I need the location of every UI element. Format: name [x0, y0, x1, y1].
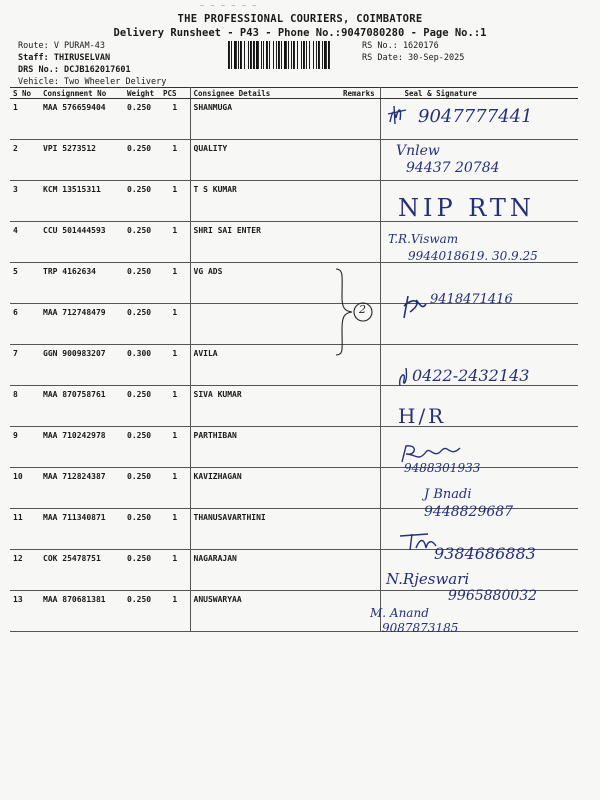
row-pcs: 1	[160, 181, 190, 222]
row-consignee	[190, 304, 340, 345]
row-remarks	[340, 550, 380, 591]
rs-number: RS No.: 1620176	[362, 41, 439, 51]
row-consignment-no: VPI 5273512	[40, 140, 124, 181]
row-weight: 0.250	[124, 591, 160, 632]
table-row	[10, 222, 578, 263]
col-remarks: Remarks	[340, 88, 380, 99]
row-remarks	[340, 99, 380, 140]
col-weight: Weight	[124, 88, 160, 99]
row-seal-signature	[380, 550, 578, 591]
row-seal-signature	[380, 427, 578, 468]
row-consignee: PARTHIBAN	[190, 427, 340, 468]
signature-10-name: J Bnadi	[424, 487, 472, 502]
table-row	[10, 140, 578, 181]
signature-2-phone: 94437 20784	[406, 160, 500, 176]
row-sno: 10	[10, 468, 40, 509]
row-pcs: 1	[160, 468, 190, 509]
row-weight: 0.250	[124, 304, 160, 345]
runsheet-subtitle: Delivery Runsheet - P43 - Phone No.:9047080280 - Page No.:1	[113, 27, 487, 39]
row-consignment-no: GGN 900983207	[40, 345, 124, 386]
signature-5-phone: 9418471416	[430, 292, 513, 307]
signature-4-name: T.R.Viswam	[388, 232, 459, 246]
signature-1-phone: 9047777441	[418, 106, 533, 127]
row-weight: 0.250	[124, 468, 160, 509]
rs-date: RS Date: 30-Sep-2025	[362, 53, 465, 63]
table-row	[10, 263, 578, 304]
barcode-image	[228, 41, 356, 69]
row-consignee: QUALITY	[190, 140, 340, 181]
signature-3-note: NIP RTN	[398, 194, 535, 222]
signature-12-phone: 9965880032	[448, 588, 538, 604]
row-consignee: T S KUMAR	[190, 181, 340, 222]
row-seal-signature	[380, 181, 578, 222]
row-pcs: 1	[160, 386, 190, 427]
signature-8-note: H/R	[398, 404, 447, 428]
col-sno: S No	[10, 88, 40, 99]
row-pcs: 1	[160, 345, 190, 386]
row-consignee: VG ADS	[190, 263, 340, 304]
col-consignee: Consignee Details	[190, 88, 340, 99]
staff-text: Staff: THIRUSELVAN	[18, 53, 111, 63]
signature-13-name: M. Anand	[370, 606, 429, 620]
row-sno: 1	[10, 99, 40, 140]
row-remarks	[340, 509, 380, 550]
signature-2-name: Vnlew	[396, 143, 440, 159]
row-remarks	[340, 181, 380, 222]
table-row	[10, 181, 578, 222]
brace-count: 2	[359, 303, 366, 316]
row-seal-signature	[380, 386, 578, 427]
row-pcs: 1	[160, 304, 190, 345]
col-consignment: Consignment No	[40, 88, 124, 99]
row-consignee: ANUSWARYAA	[190, 591, 340, 632]
row-remarks	[340, 427, 380, 468]
drs-text: DRS No.: DCJB162017601	[18, 65, 131, 75]
table-row	[10, 386, 578, 427]
row-consignment-no: TRP 4162634	[40, 263, 124, 304]
row-seal-signature	[380, 468, 578, 509]
row-remarks	[340, 140, 380, 181]
row-consignment-no: MAA 576659404	[40, 99, 124, 140]
row-sno: 2	[10, 140, 40, 181]
row-consignee: SHRI SAI ENTER	[190, 222, 340, 263]
row-weight: 0.250	[124, 386, 160, 427]
row-weight: 0.250	[124, 222, 160, 263]
row-sno: 11	[10, 509, 40, 550]
company-title: THE PROFESSIONAL COURIERS, COIMBATORE	[177, 13, 423, 25]
row-pcs: 1	[160, 427, 190, 468]
row-consignee: KAVIZHAGAN	[190, 468, 340, 509]
row-weight: 0.250	[124, 99, 160, 140]
row-seal-signature	[380, 304, 578, 345]
row-sno: 13	[10, 591, 40, 632]
row-sno: 8	[10, 386, 40, 427]
row-consignee: THANUSAVARTHINI	[190, 509, 340, 550]
signature-7-phone: 0422-2432143	[412, 366, 530, 385]
row-consignment-no: MAA 870681381	[40, 591, 124, 632]
table-row	[10, 304, 578, 345]
row-consignment-no: MAA 870758761	[40, 386, 124, 427]
row-remarks	[340, 222, 380, 263]
row-sno: 12	[10, 550, 40, 591]
row-weight: 0.250	[124, 427, 160, 468]
table-row	[10, 509, 578, 550]
row-seal-signature	[380, 591, 578, 632]
table-row	[10, 550, 578, 591]
row-pcs: 1	[160, 509, 190, 550]
row-consignment-no: CCU 501444593	[40, 222, 124, 263]
row-seal-signature	[380, 345, 578, 386]
table-row	[10, 427, 578, 468]
row-pcs: 1	[160, 591, 190, 632]
row-consignee: AVILA	[190, 345, 340, 386]
row-sno: 3	[10, 181, 40, 222]
row-sno: 5	[10, 263, 40, 304]
route-text: Route: V PURAM-43	[18, 41, 105, 51]
table-row	[10, 468, 578, 509]
table-row	[10, 99, 578, 140]
signature-10-phone: 9448829687	[424, 504, 514, 520]
col-seal-signature: Seal & Signature	[380, 88, 578, 99]
col-pcs: PCS	[160, 88, 190, 99]
row-consignment-no: MAA 712748479	[40, 304, 124, 345]
row-consignee: SIVA KUMAR	[190, 386, 340, 427]
row-remarks	[340, 386, 380, 427]
row-consignment-no: MAA 711340871	[40, 509, 124, 550]
runsheet-table	[10, 87, 578, 632]
row-weight: 0.250	[124, 181, 160, 222]
row-seal-signature	[380, 140, 578, 181]
row-sno: 9	[10, 427, 40, 468]
row-pcs: 1	[160, 140, 190, 181]
row-weight: 0.250	[124, 140, 160, 181]
row-consignee: NAGARAJAN	[190, 550, 340, 591]
row-seal-signature	[380, 222, 578, 263]
row-pcs: 1	[160, 263, 190, 304]
row-consignment-no: MAA 710242978	[40, 427, 124, 468]
row-seal-signature	[380, 509, 578, 550]
row-weight: 0.250	[124, 509, 160, 550]
signature-11-phone: 9384686883	[434, 544, 536, 563]
row-remarks	[340, 591, 380, 632]
top-mark: ~ ~ ~ ~ ~ ~	[200, 2, 258, 10]
route-info	[18, 40, 218, 88]
signature-4-phone: 9944018619. 30.9.25	[408, 249, 538, 263]
row-sno: 4	[10, 222, 40, 263]
row-weight: 0.300	[124, 345, 160, 386]
row-pcs: 1	[160, 222, 190, 263]
signature-9-phone: 9488301933	[404, 461, 481, 475]
row-sno: 7	[10, 345, 40, 386]
row-consignee: SHANMUGA	[190, 99, 340, 140]
rs-info	[362, 40, 562, 64]
row-consignment-no: MAA 712824387	[40, 468, 124, 509]
row-remarks	[340, 468, 380, 509]
signature-12-name: N.Rjeswari	[386, 570, 470, 588]
table-row	[10, 345, 578, 386]
row-consignment-no: KCM 13515311	[40, 181, 124, 222]
row-pcs: 1	[160, 99, 190, 140]
row-pcs: 1	[160, 550, 190, 591]
signature-13-phone: 9087873185	[382, 621, 459, 635]
row-seal-signature	[380, 263, 578, 304]
row-sno: 6	[10, 304, 40, 345]
vehicle-text: Vehicle: Two Wheeler Delivery	[18, 77, 167, 87]
row-consignment-no: COK 25478751	[40, 550, 124, 591]
table-row	[10, 591, 578, 632]
row-seal-signature	[380, 99, 578, 140]
brace-rows-5-6	[330, 267, 380, 357]
row-weight: 0.250	[124, 550, 160, 591]
row-weight: 0.250	[124, 263, 160, 304]
